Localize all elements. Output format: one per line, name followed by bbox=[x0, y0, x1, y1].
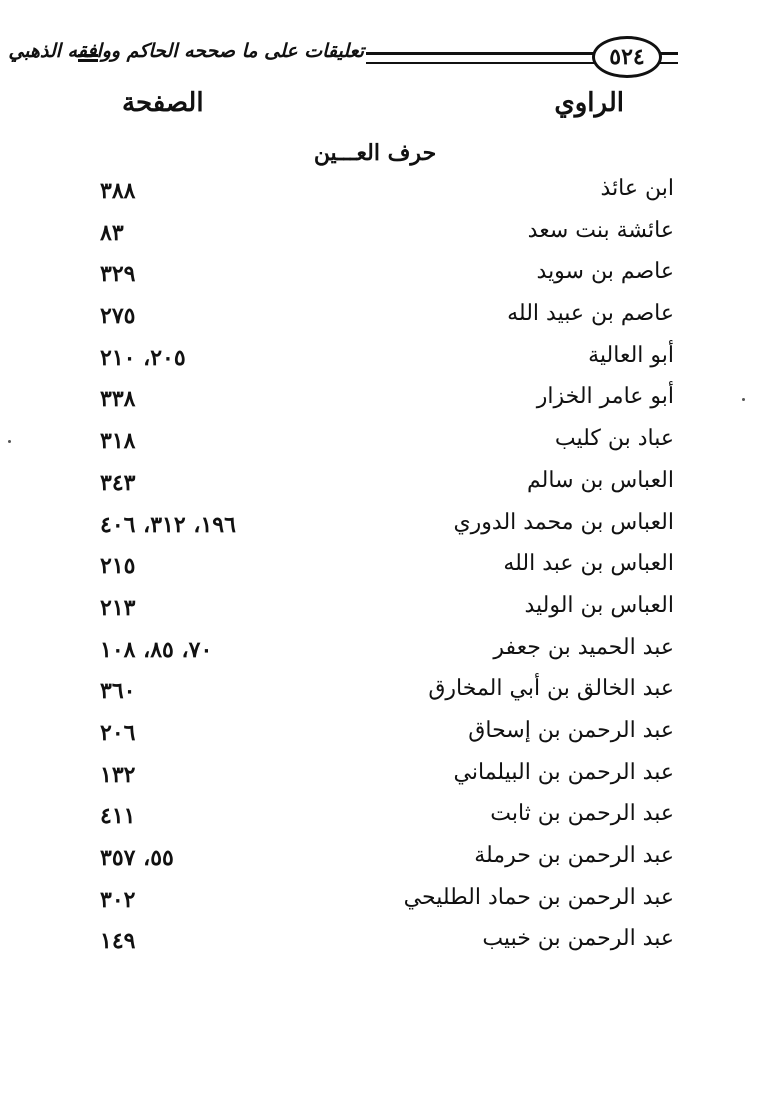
narrator-name: عباد بن كليب bbox=[554, 426, 674, 452]
running-header bbox=[8, 34, 678, 84]
page-references: ٣٤٣ bbox=[100, 469, 136, 496]
narrator-name: أبو العالية bbox=[588, 342, 674, 368]
index-entry bbox=[0, 422, 772, 464]
index-entry bbox=[0, 631, 772, 673]
page-references: ٣٢٩ bbox=[100, 261, 136, 288]
narrator-name: العباس بن محمد الدوري bbox=[453, 509, 674, 535]
page-references: ٢٠٦ bbox=[100, 719, 136, 746]
page-references: ٢٧٥ bbox=[100, 303, 136, 330]
narrator-name: عاصم بن سويد bbox=[536, 259, 674, 285]
index-entry bbox=[0, 797, 772, 839]
index-entry bbox=[0, 506, 772, 548]
page-references: ٤١١ bbox=[100, 803, 136, 830]
index-entry bbox=[0, 339, 772, 381]
narrator-name: عائشة بنت سعد bbox=[527, 217, 674, 243]
index-entry bbox=[0, 547, 772, 589]
index-entry bbox=[0, 922, 772, 964]
section-heading: حرف العـــين bbox=[313, 140, 437, 166]
page-references: ٥٥، ٣٥٧ bbox=[100, 845, 174, 871]
narrator-column-heading: الراوي bbox=[554, 88, 624, 118]
page-references: ١٩٦، ٣١٢، ٤٠٦ bbox=[100, 511, 236, 538]
narrator-name: عبد الخالق بن أبي المخارق bbox=[428, 676, 674, 702]
index-entry bbox=[0, 380, 772, 422]
index-entry bbox=[0, 172, 772, 214]
index-entry bbox=[0, 589, 772, 631]
narrator-name: عبد الرحمن بن حرملة bbox=[474, 843, 674, 868]
narrator-name: عبد الرحمن بن إسحاق bbox=[468, 717, 674, 743]
header-rule-middle bbox=[366, 52, 594, 64]
page-references: ٨٣ bbox=[100, 219, 124, 246]
index-entries bbox=[0, 172, 772, 964]
narrator-name: العباس بن عبد الله bbox=[503, 551, 674, 577]
index-entry bbox=[0, 839, 772, 881]
narrator-name: عبد الرحمن بن حماد الطليحي bbox=[403, 884, 674, 910]
narrator-name: عاصم بن عبيد الله bbox=[507, 301, 674, 327]
page-references: ١٣٢ bbox=[100, 761, 136, 788]
narrator-name: العباس بن الوليد bbox=[524, 592, 674, 618]
book-title: تعليقات على ما صححه الحاكم ووافقه الذهبي bbox=[8, 40, 364, 62]
scan-speck bbox=[742, 398, 745, 401]
index-entry bbox=[0, 214, 772, 256]
page-references: ٢٠٥، ٢١٠ bbox=[100, 344, 186, 371]
page-references: ٢١٥ bbox=[100, 553, 136, 580]
narrator-name: ابن عائذ bbox=[600, 176, 674, 201]
index-entry bbox=[0, 297, 772, 339]
header-end-mark bbox=[78, 54, 98, 62]
scan-speck bbox=[8, 440, 11, 443]
page-column-heading: الصفحة bbox=[122, 88, 204, 118]
narrator-name: عبد الرحمن بن البيلماني bbox=[453, 759, 674, 785]
page-references: ٣١٨ bbox=[100, 428, 136, 455]
page-references: ٣٠٢ bbox=[100, 886, 136, 913]
index-entry bbox=[0, 255, 772, 297]
narrator-name: عبد الرحمن بن ثابت bbox=[490, 801, 674, 827]
narrator-name: عبد الحميد بن جعفر bbox=[493, 634, 674, 660]
index-entry bbox=[0, 464, 772, 506]
page-references: ٣٨٨ bbox=[100, 178, 136, 204]
page-references: ٢١٣ bbox=[100, 594, 136, 621]
page-references: ٣٣٨ bbox=[100, 386, 136, 413]
index-entry bbox=[0, 881, 772, 923]
page-references: ٣٦٠ bbox=[100, 678, 136, 705]
page-references: ٧٠، ٨٥، ١٠٨ bbox=[100, 636, 213, 663]
index-entry bbox=[0, 756, 772, 798]
index-entry bbox=[0, 714, 772, 756]
index-entry bbox=[0, 672, 772, 714]
page-references: ١٤٩ bbox=[100, 928, 136, 955]
page-number: ٥٢٤ bbox=[592, 36, 662, 78]
narrator-name: عبد الرحمن بن خبيب bbox=[482, 926, 674, 952]
narrator-name: أبو عامر الخزار bbox=[536, 384, 674, 410]
narrator-name: العباس بن سالم bbox=[527, 467, 674, 493]
